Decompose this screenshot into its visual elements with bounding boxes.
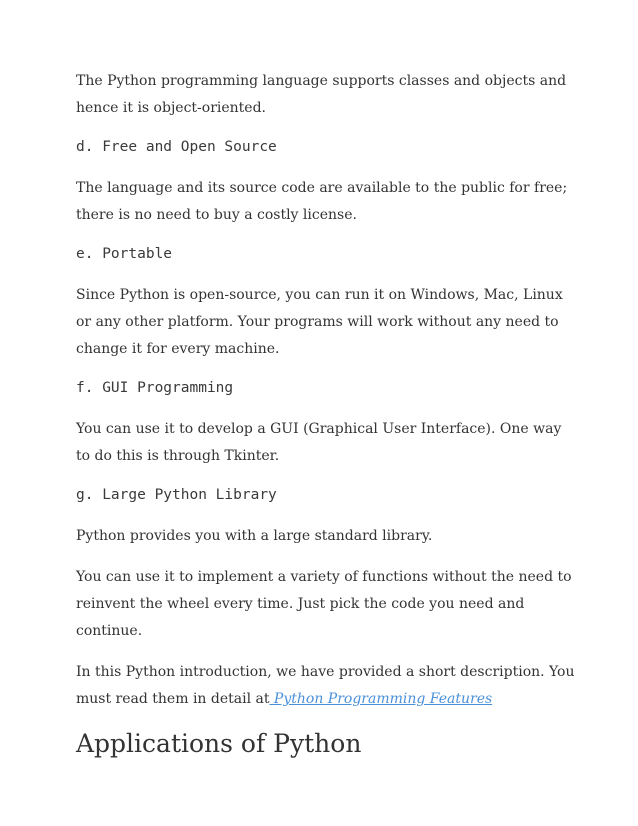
heading-large-python-library: g. Large Python Library — [76, 487, 277, 503]
python-programming-features-link[interactable]: Python Programming Features — [269, 691, 493, 707]
paragraph-reinvent: You can use it to implement a variety of functions without the need to reinvent the wheel every time. Just pick the code you need and continue. — [76, 569, 572, 639]
paragraph-introduction — [76, 659, 576, 713]
paragraph-gui: You can use it to develop a GUI (Graphical User Interface). One way to do this is through Tkinter. — [76, 421, 562, 464]
paragraph-introduction-text: In this Python introduction, we have provided a short description. You must read them in detail at — [76, 664, 575, 707]
heading-gui-programming: f. GUI Programming — [76, 380, 234, 396]
paragraph-free: The language and its source code are available to the public for free; there is no need to buy a costly license. — [76, 180, 568, 223]
heading-free-and-open-source: d. Free and Open Source — [76, 139, 277, 155]
heading-portable: e. Portable — [76, 246, 173, 262]
paragraph-object-oriented: The Python programming language supports classes and objects and hence it is object-oriented. — [76, 73, 567, 116]
paragraph-portable: Since Python is open-source, you can run it on Windows, Mac, Linux or any other platform. Your programs will work without any need to change it for every machine. — [76, 287, 563, 357]
heading-applications-of-python: Applications of Python — [76, 729, 362, 758]
paragraph-library: Python provides you with a large standard library. — [76, 528, 433, 544]
document-page — [76, 68, 576, 761]
